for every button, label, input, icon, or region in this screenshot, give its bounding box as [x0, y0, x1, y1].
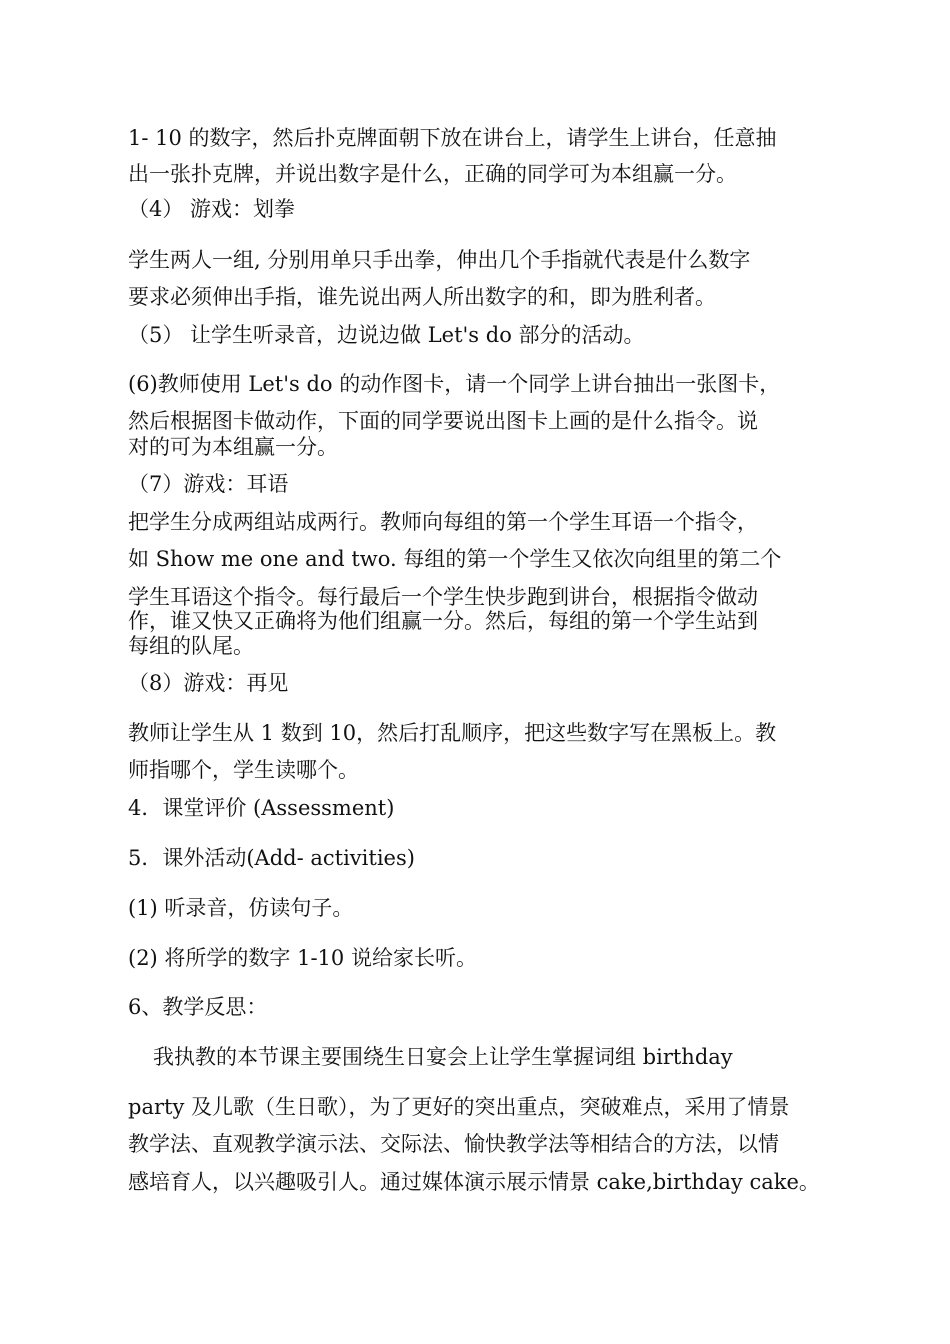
text-line: 对的可为本组赢一分。	[128, 435, 338, 459]
section-heading: （4） 游戏：划拳	[128, 197, 296, 221]
list-item: (2) 将所学的数字 1-10 说给家长听。	[128, 946, 477, 970]
section-heading: （7）游戏：耳语	[128, 472, 289, 496]
text-line: 学生两人一组, 分别用单只手出拳，伸出几个手指就代表是什么数字	[128, 248, 751, 272]
text-line: 1- 10 的数字，然后扑克牌面朝下放在讲台上，请学生上讲台，任意抽	[128, 126, 777, 150]
text-line: 感培育人，以兴趣吸引人。通过媒体演示展示情景 cake,birthday cake。	[128, 1170, 820, 1194]
section-heading: 6、教学反思：	[128, 995, 268, 1019]
text-line: 我执教的本节课主要围绕生日宴会上让学生掌握词组 birthday	[153, 1045, 733, 1069]
text-line: 学生耳语这个指令。每行最后一个学生快步跑到讲台，根据指令做动	[128, 585, 758, 609]
text-line: 教学法、直观教学演示法、交际法、愉快教学法等相结合的方法，以情	[128, 1132, 779, 1156]
text-line: 然后根据图卡做动作，下面的同学要说出图卡上画的是什么指令。说	[128, 409, 758, 433]
section-heading: （5） 让学生听录音，边说边做 Let's do 部分的活动。	[128, 323, 645, 347]
text-line: 出一张扑克牌，并说出数字是什么，正确的同学可为本组赢一分。	[128, 162, 737, 186]
section-heading: （8）游戏：再见	[128, 671, 289, 695]
text-line: 教师让学生从 1 数到 10，然后打乱顺序，把这些数字写在黑板上。教	[128, 721, 777, 745]
section-heading: 5．课外活动(Add- activities)	[128, 846, 415, 870]
text-line: 要求必须伸出手指，谁先说出两人所出数字的和，即为胜利者。	[128, 285, 716, 309]
text-line: (6)教师使用 Let's do 的动作图卡，请一个同学上讲台抽出一张图卡，	[128, 372, 781, 396]
list-item: (1) 听录音，仿读句子。	[128, 896, 354, 920]
text-line: 如 Show me one and two. 每组的第一个学生又依次向组里的第二个	[128, 547, 782, 571]
text-line: 每组的队尾。	[128, 634, 254, 658]
text-line: party 及儿歌（生日歌），为了更好的突出重点，突破难点，采用了情景	[128, 1095, 790, 1119]
text-line: 作，谁又快又正确将为他们组赢一分。然后，每组的第一个学生站到	[128, 609, 758, 633]
text-line: 把学生分成两组站成两行。教师向每组的第一个学生耳语一个指令，	[128, 510, 758, 534]
text-line: 师指哪个，学生读哪个。	[128, 758, 359, 782]
section-heading: 4．课堂评价 (Assessment)	[128, 796, 395, 820]
